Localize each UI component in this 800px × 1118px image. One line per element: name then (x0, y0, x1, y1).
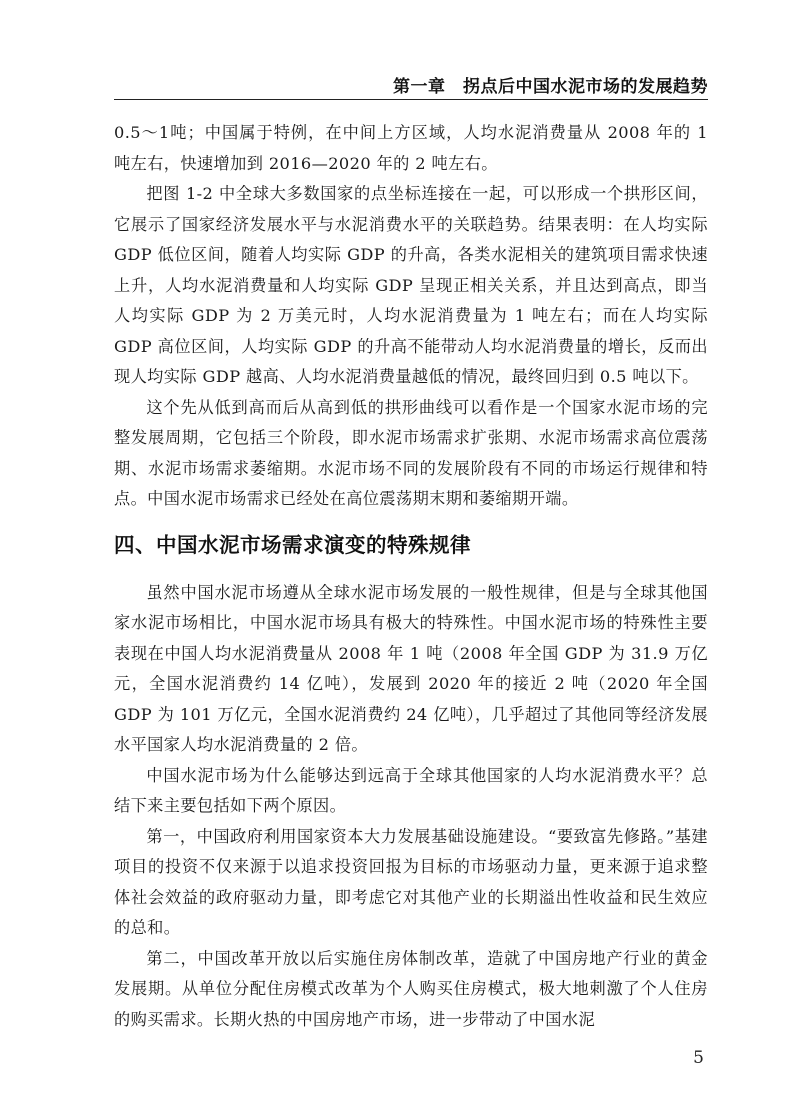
paragraph: 把图 1-2 中全球大多数国家的点坐标连接在一起，可以形成一个拱形区间，它展示了国家经济发展水平与水泥消费水平的关联趋势。结果表明：在人均实际 GDP 低位区间，随着人均实际 GDP 的升高，各类水泥相关的建筑项目需求快速上升，人均水泥消费量和人均实际 GDP 呈现正相关关系，并且达到高点，即当人均实际 GDP 为 2 万美元时，人均水泥消费量为 1 吨左右；而在人均实际 GDP 高位区间，人均实际 GDP 的升高不能带动人均水泥消费量的增长，反而出现人均实际 GDP 越高、人均水泥消费量越低的情况，最终回归到 0.5 吨以下。 (114, 184, 708, 386)
header-rule (114, 99, 708, 100)
paragraph: 第二，中国改革开放以后实施住房体制改革，造就了中国房地产行业的黄金发展期。从单位分配住房模式改革为个人购买住房模式，极大地刺激了个人住房的购买需求。长期火热的中国房地产市场，进一步带动了中国水泥 (114, 948, 708, 1029)
paragraph: 0.5～1吨；中国属于特例，在中间上方区域，人均水泥消费量从 2008 年的 1 吨左右，快速增加到 2016—2020 年的 2 吨左右。 (114, 123, 708, 173)
paragraph: 虽然中国水泥市场遵从全球水泥市场发展的一般性规律，但是与全球其他国家水泥市场相比，中国水泥市场具有极大的特殊性。中国水泥市场的特殊性主要表现在中国人均水泥消费量从 2008 年 1 吨（2008 年全国 GDP 为 31.9 万亿元，全国水泥消费约 14 亿吨），发展到 2020 年的接近 2 吨（2020 年全国 GDP 为 101 万亿元，全国水泥消费约 24 亿吨），几乎超过了其他同等经济发展水平国家人均水泥消费量的 2 倍。 (114, 582, 708, 754)
running-header: 第一章 拐点后中国水泥市场的发展趋势 (393, 77, 708, 97)
page-number: 5 (693, 1048, 704, 1068)
paragraph: 第一，中国政府利用国家资本大力发展基础设施建设。“要致富先修路。”基建项目的投资不仅来源于以追求投资回报为目标的市场驱动力量，更来源于追求整体社会效益的政府驱动力量，即考虑它对其他产业的长期溢出性收益和民生效应的总和。 (114, 826, 708, 937)
page-body (114, 118, 708, 1035)
paragraph: 中国水泥市场为什么能够达到远高于全球其他国家的人均水泥消费水平？总结下来主要包括如下两个原因。 (114, 765, 708, 815)
section-heading: 四、中国水泥市场需求演变的特殊规律 (114, 532, 471, 557)
paragraph: 这个先从低到高而后从高到低的拱形曲线可以看作是一个国家水泥市场的完整发展周期，它包括三个阶段，即水泥市场需求扩张期、水泥市场需求高位震荡期、水泥市场需求萎缩期。水泥市场不同的发展阶段有不同的市场运行规律和特点。中国水泥市场需求已经处在高位震荡期末期和萎缩期开端。 (114, 397, 708, 508)
